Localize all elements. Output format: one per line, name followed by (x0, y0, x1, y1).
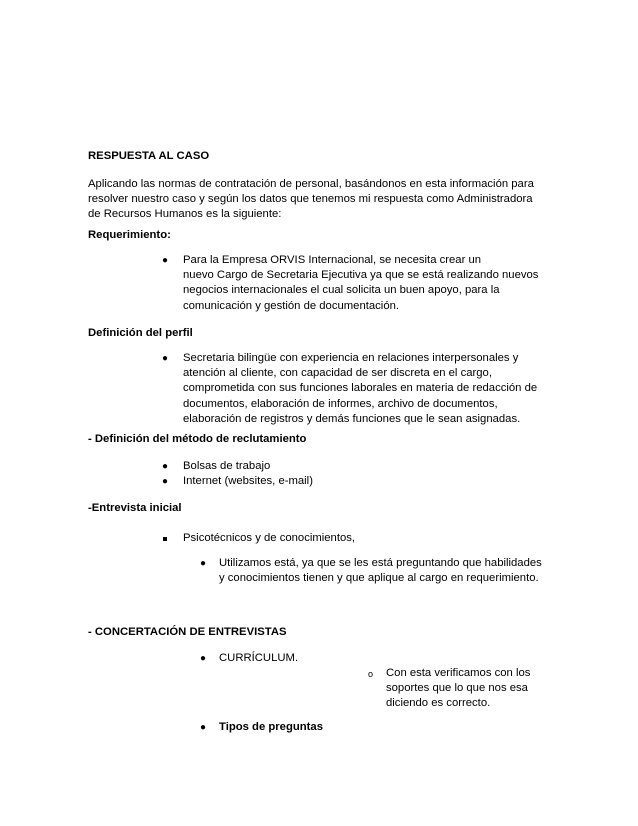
bullet-line: negocios internacionales el cual solicita un buen apoyo, para la (183, 284, 500, 297)
entrevista-sub-text (219, 556, 542, 586)
bullet-line: nuevo Cargo de Secretaria Ejecutiva ya que se está realizando nuevos (183, 269, 539, 282)
concertacion-sub-text (386, 666, 530, 712)
intro-paragraph (88, 177, 534, 223)
bullet-line: Utilizamos está, ya que se les está preguntando que habilidades (219, 557, 542, 569)
bullet-line: atención al cliente, con capacidad de ser discreta en el cargo, (183, 367, 492, 380)
intro-line: de Recursos Humanos es la siguiente: (88, 208, 282, 221)
circle-bullet-icon: o (368, 669, 374, 679)
list-item-curriculum: CURRÍCULUM. (219, 652, 299, 664)
heading-metodo-reclutamiento: - Definición del método de reclutamiento (88, 433, 307, 445)
intro-line: resolver nuestro caso y según los datos que tenemos mi respuesta como Administradora (88, 193, 533, 206)
heading-requerimiento: Requerimiento: (88, 229, 171, 241)
heading-entrevista-inicial: -Entrevista inicial (88, 502, 182, 514)
bullet-dot-icon: ● (200, 653, 207, 664)
bullet-dot-icon: ● (162, 353, 169, 364)
intro-line: Aplicando las normas de contratación de personal, basándonos en esta información para (88, 178, 534, 190)
bullet-dot-icon: ● (200, 558, 207, 569)
bullet-line: documentos, elaboración de informes, archivo de documentos, (183, 397, 498, 410)
bullet-line: Con esta verificamos con los (386, 667, 531, 679)
bullet-dot-icon: ● (162, 461, 169, 472)
bullet-dot-icon: ● (162, 255, 169, 266)
bullet-line: diciendo es correcto. (386, 697, 491, 710)
heading-definicion-perfil: Definición del perfil (88, 327, 193, 339)
heading-concertacion-entrevistas: - CONCERTACIÓN DE ENTREVISTAS (88, 626, 287, 638)
list-item-tipos-preguntas: Tipos de preguntas (219, 721, 323, 733)
bullet-line: comprometida con sus funciones laborales en materia de redacción de (183, 382, 538, 395)
bullet-line: Para la Empresa ORVIS Internacional, se necesita crear un (183, 254, 482, 266)
square-bullet-icon (163, 537, 167, 541)
list-item-internet: Internet (websites, e-mail) (183, 475, 313, 487)
bullet-line: soportes que lo que nos esa (386, 682, 528, 695)
heading-respuesta-caso: RESPUESTA AL CASO (88, 150, 210, 162)
bullet-dot-icon: ● (162, 476, 169, 487)
bullet-line: elaboración de registros y demás funciones que le sean asignadas. (183, 412, 521, 425)
list-item-psicotecnicos: Psicotécnicos y de conocimientos, (183, 532, 356, 544)
bullet-line: y conocimientos tienen y que aplique al cargo en requerimiento. (219, 572, 539, 585)
bullet-dot-icon: ● (200, 722, 207, 733)
perfil-bullet-text (183, 351, 537, 427)
requerimiento-bullet-text (183, 253, 538, 314)
bullet-line: Secretaria bilingüe con experiencia en relaciones interpersonales y (183, 352, 519, 364)
list-item-bolsas-trabajo: Bolsas de trabajo (183, 460, 271, 472)
bullet-line: comunicación y gestión de documentación. (183, 299, 400, 312)
